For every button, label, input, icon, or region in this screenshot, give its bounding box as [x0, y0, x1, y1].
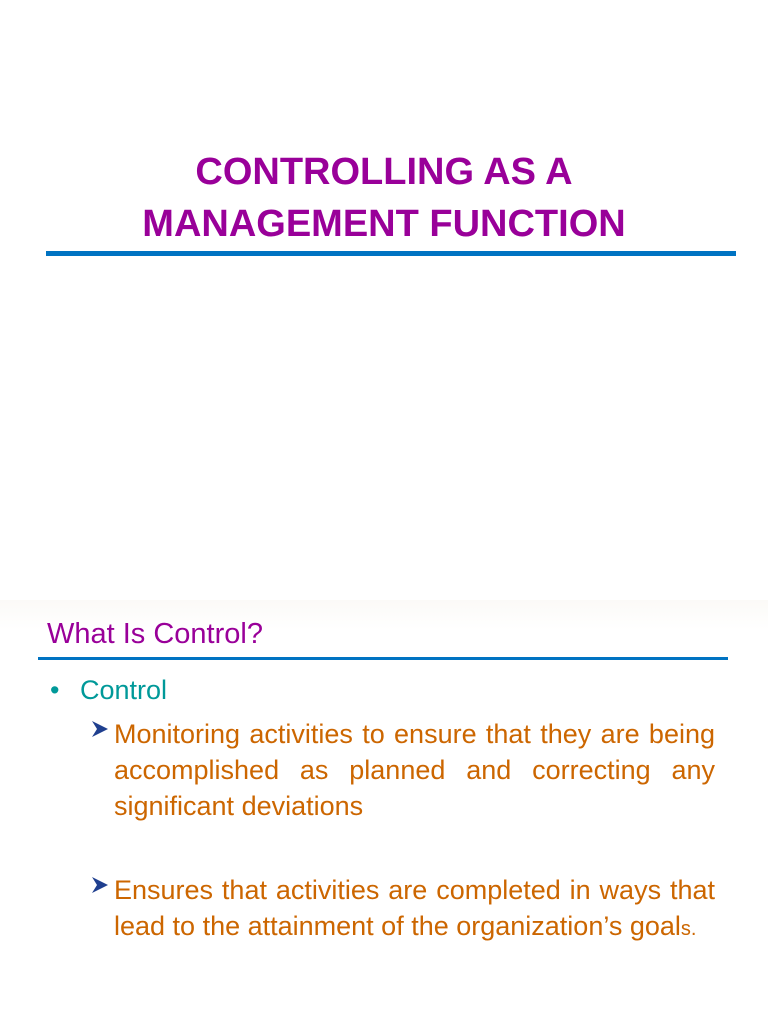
sub-bullet-item — [90, 872, 715, 947]
bullet-item-control — [50, 672, 167, 708]
slide-what-is-control — [0, 600, 768, 1024]
section-heading: What Is Control? — [47, 618, 263, 650]
title-line-2: MANAGEMENT FUNCTION — [142, 203, 626, 245]
title-divider — [46, 251, 736, 256]
bullet-dot-icon: • — [50, 675, 60, 705]
heading-divider — [38, 657, 728, 660]
arrowhead-icon — [90, 875, 110, 895]
sub-bullet-text: Monitoring activities to ensure that they are being accomplished as planned and correcting any significant deviations — [114, 719, 715, 821]
bullet-label: Control — [80, 675, 168, 705]
page-title — [0, 146, 768, 250]
arrowhead-icon — [90, 719, 110, 739]
title-line-1: CONTROLLING AS A — [195, 151, 573, 193]
sub-bullet-item — [90, 716, 715, 827]
sub-bullet-text: Ensures that activities are completed in ways that lead to the attainment of the organization’s goals. — [114, 875, 715, 941]
